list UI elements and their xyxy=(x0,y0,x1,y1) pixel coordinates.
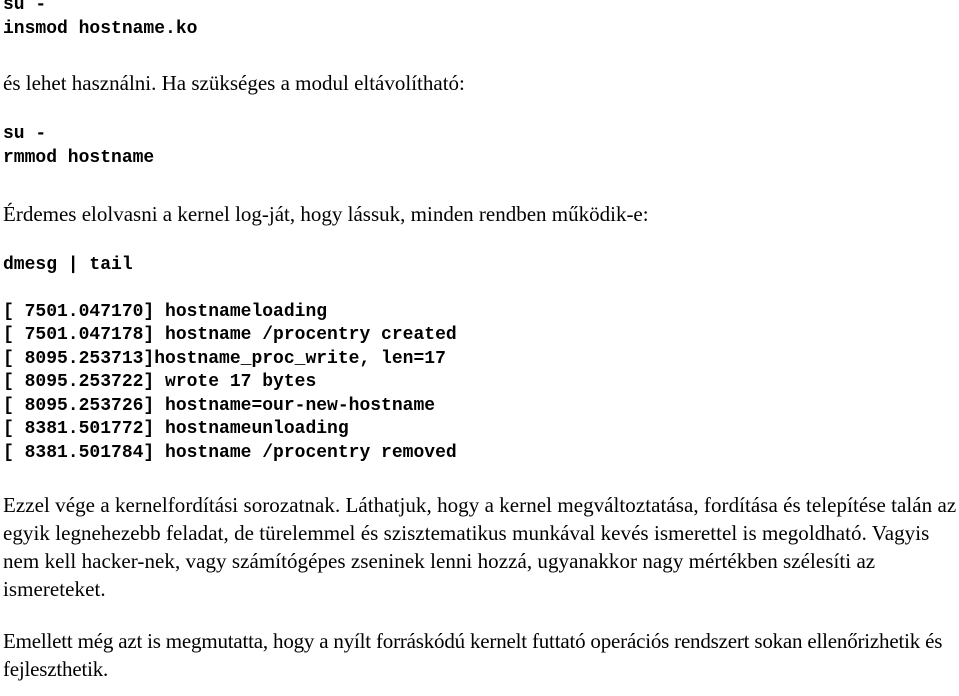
log-line: [ 8095.253713]hostname_proc_write, len=17 xyxy=(3,348,446,369)
log-line: [ 8095.253722] wrote 17 bytes xyxy=(3,372,317,392)
log-line: [ 7501.047178] hostname /procentry created xyxy=(3,325,457,345)
code-line: su - xyxy=(3,124,47,144)
code-line: insmod hostname.ko xyxy=(3,18,198,39)
log-line: [ 7501.047170] hostnameloading xyxy=(3,301,328,322)
log-line: [ 8381.501784] hostname /procentry removed xyxy=(3,442,457,463)
log-line: [ 8095.253726] hostname=our-new-hostname xyxy=(3,395,436,416)
code-line: su - xyxy=(3,0,47,15)
code-block-dmesg xyxy=(3,254,957,278)
code-block-rmmod xyxy=(3,123,957,170)
code-block-insmod xyxy=(3,0,957,41)
paragraph-usage: és lehet használni. Ha szükséges a modul eltávolítható: xyxy=(3,71,465,95)
paragraph-conclusion: Ezzel vége a kernelfordítási sorozatnak. Láthatjuk, hogy a kernel megváltoztatása, fordítása és telepítése talán az egyik legnehezebb feladat, de türelemmel és szisztematikus munkával kevés ismerettel is megoldható. Vagyis nem kell hacker-nek, vagy számítógépes zseninek lenni hozzá, ugyanakkor nagy mértékben szélesíti az ismereteket. xyxy=(3,493,957,601)
paragraph-open-source: Emellett még azt is megmutatta, hogy a nyílt forráskódú kernelt futtató operációs rendszert sokan ellenőrizhetik és fejleszthetik. xyxy=(3,629,943,681)
code-line: rmmod hostname xyxy=(3,147,155,168)
paragraph-kernel-log: Érdemes elolvasni a kernel log-ját, hogy lássuk, minden rendben működik-e: xyxy=(3,202,649,226)
document-page xyxy=(3,0,957,683)
log-output-block xyxy=(3,301,957,466)
code-line: dmesg | tail xyxy=(3,255,133,275)
log-line: [ 8381.501772] hostnameunloading xyxy=(3,419,349,439)
